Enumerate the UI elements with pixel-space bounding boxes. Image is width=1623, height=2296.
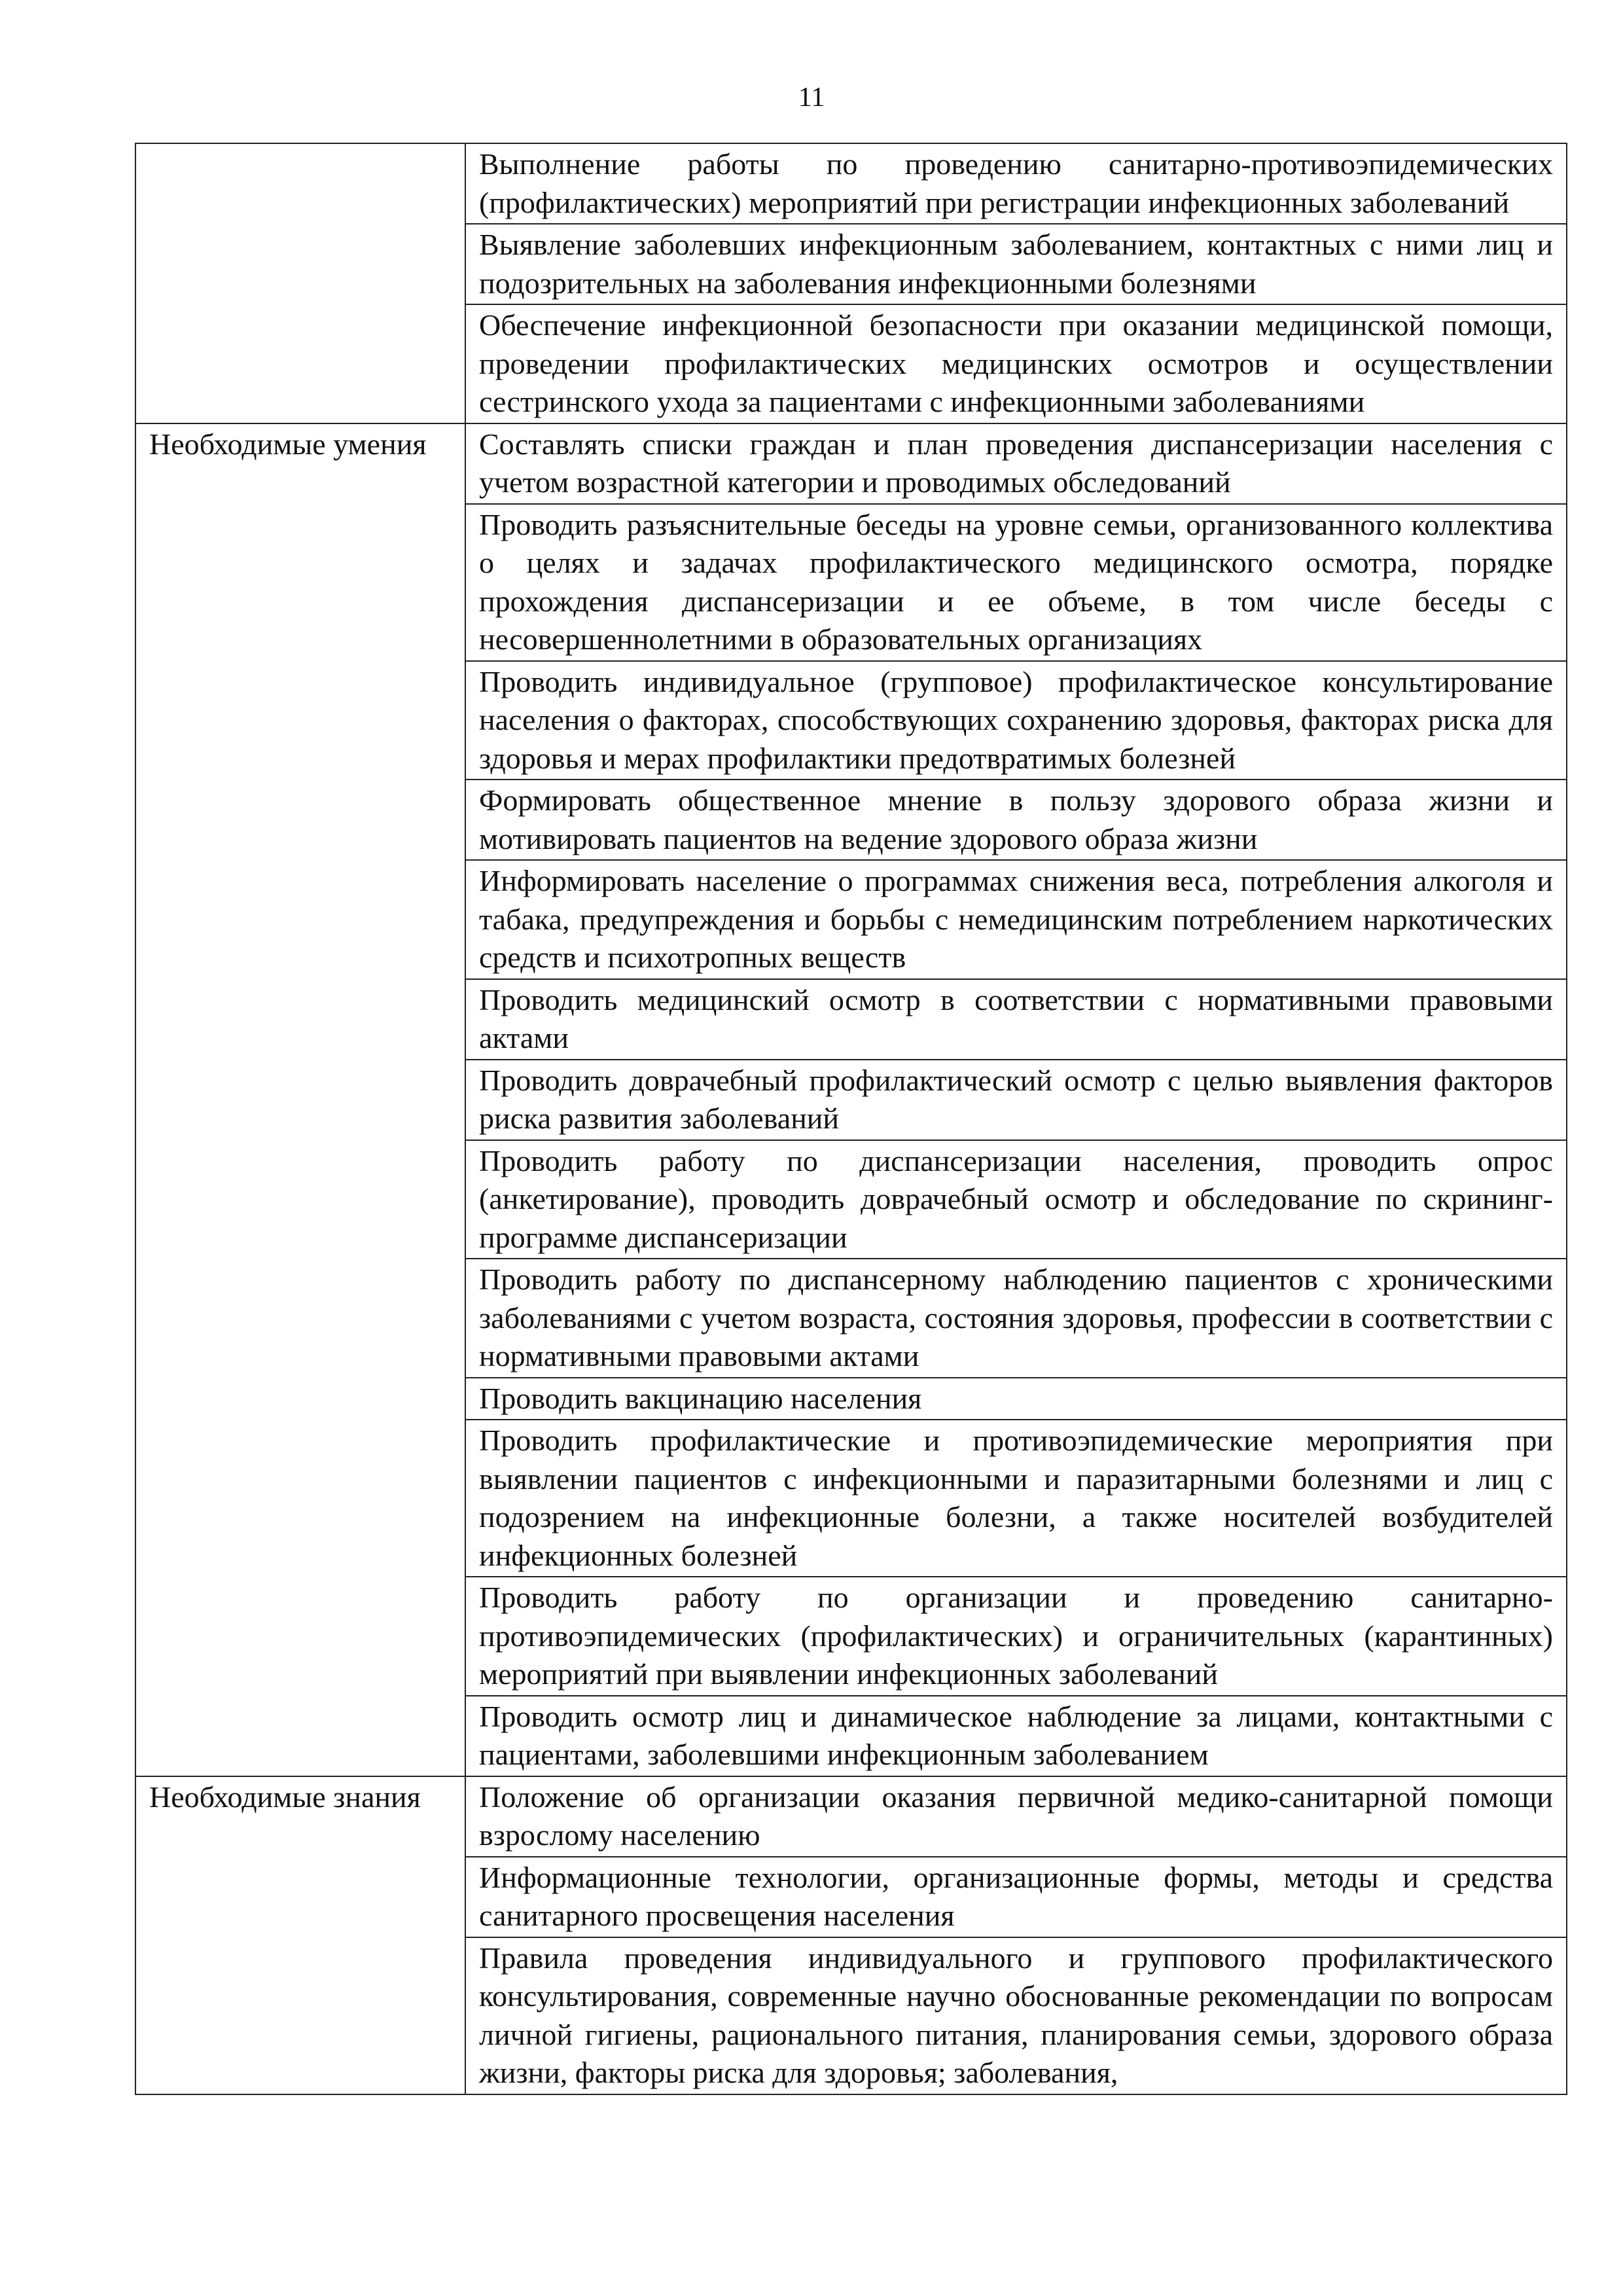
requirements-table — [135, 143, 1567, 2095]
item-cell: Правила проведения индивидуального и группового профилактического консультирования, современные научно обоснованные рекомендации по вопросам личной гигиены, рационального питания, планирования семьи, здорового образа жизни, факторы риска для здоровья; заболевания, — [465, 1937, 1567, 2094]
table-row — [135, 423, 1567, 504]
item-cell: Выполнение работы по проведению санитарно-противоэпидемических (профилактических) мероприятий при регистрации инфекционных заболеваний — [465, 143, 1567, 224]
table-row — [135, 143, 1567, 224]
item-cell: Проводить профилактические и противоэпидемические мероприятия при выявлении пациентов с инфекционными и паразитарными болезнями и лиц с подозрением на инфекционные болезни, а также носителей возбудителей инфекционных болезней — [465, 1420, 1567, 1577]
table-row — [135, 1776, 1567, 1857]
item-cell: Информационные технологии, организационные формы, методы и средства санитарного просвещения населения — [465, 1857, 1567, 1937]
item-cell: Обеспечение инфекционной безопасности при оказании медицинской помощи, проведении профилактических медицинских осмотров и осуществлении сестринского ухода за пациентами с инфекционными заболеваниями — [465, 304, 1567, 423]
item-cell: Проводить работу по организации и проведению санитарно-противоэпидемических (профилактических) и ограничительных (карантинных) мероприятий при выявлении инфекционных заболеваний — [465, 1577, 1567, 1696]
item-cell: Проводить вакцинацию населения — [465, 1378, 1567, 1420]
page-number: 11 — [798, 82, 825, 113]
item-cell: Выявление заболевших инфекционным заболеванием, контактных с ними лиц и подозрительных на заболевания инфекционными болезнями — [465, 224, 1567, 304]
category-cell-continued — [135, 143, 465, 423]
category-cell-skills: Необходимые умения — [135, 423, 465, 1776]
item-cell: Проводить медицинский осмотр в соответствии с нормативными правовыми актами — [465, 979, 1567, 1060]
item-cell: Проводить осмотр лиц и динамическое наблюдение за лицами, контактными с пациентами, заболевшими инфекционным заболеванием — [465, 1696, 1567, 1776]
table-body — [135, 143, 1567, 2094]
item-cell: Проводить работу по диспансеризации населения, проводить опрос (анкетирование), проводить доврачебный осмотр и обследование по скрининг-программе диспансеризации — [465, 1140, 1567, 1259]
item-cell: Проводить разъяснительные беседы на уровне семьи, организованного коллектива о целях и задачах профилактического медицинского осмотра, порядке прохождения диспансеризации и ее объеме, в том числе беседы с несовершеннолетними в образовательных организациях — [465, 504, 1567, 661]
item-cell: Положение об организации оказания первичной медико-санитарной помощи взрослому населению — [465, 1776, 1567, 1857]
item-cell: Проводить индивидуальное (групповое) профилактическое консультирование населения о факторах, способствующих сохранению здоровья, факторах риска для здоровья и мерах профилактики предотвратимых болезней — [465, 661, 1567, 780]
item-cell: Информировать население о программах снижения веса, потребления алкоголя и табака, предупреждения и борьбы с немедицинским потреблением наркотических средств и психотропных веществ — [465, 860, 1567, 979]
item-cell: Формировать общественное мнение в пользу здорового образа жизни и мотивировать пациентов на ведение здорового образа жизни — [465, 780, 1567, 860]
item-cell: Проводить работу по диспансерному наблюдению пациентов с хроническими заболеваниями с учетом возраста, состояния здоровья, профессии в соответствии с нормативными правовыми актами — [465, 1259, 1567, 1378]
category-cell-knowledge: Необходимые знания — [135, 1776, 465, 2094]
item-cell: Составлять списки граждан и план проведения диспансеризации населения с учетом возрастной категории и проводимых обследований — [465, 423, 1567, 504]
item-cell: Проводить доврачебный профилактический осмотр с целью выявления факторов риска развития заболеваний — [465, 1060, 1567, 1140]
